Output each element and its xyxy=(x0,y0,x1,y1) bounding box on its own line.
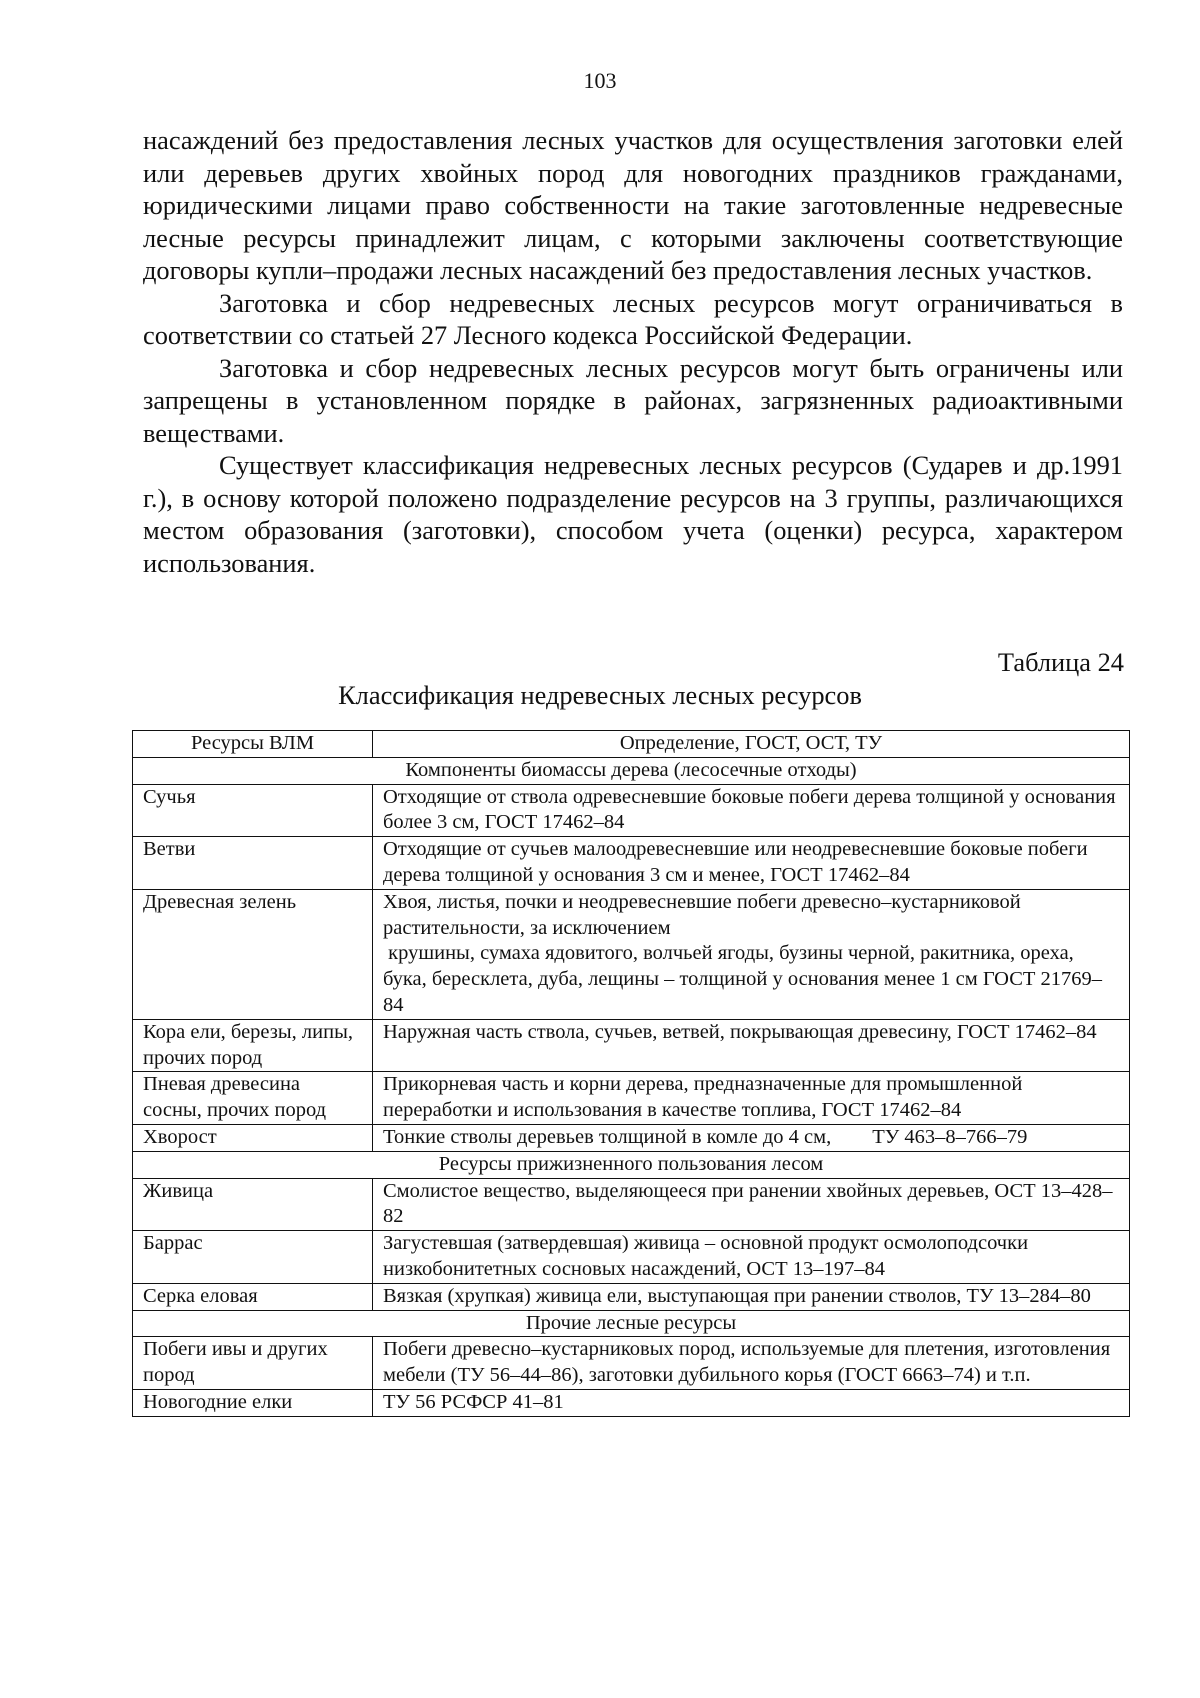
table-row xyxy=(133,1389,1130,1416)
definition-cell: Смолистое вещество, выделяющееся при ранении хвойных деревьев, ОСТ 13–428–82 xyxy=(373,1178,1130,1231)
table-label: Таблица 24 xyxy=(997,647,1124,677)
definition-cell: Вязкая (хрупкая) живица ели, выступающая при ранении стволов, ТУ 13–284–80 xyxy=(373,1283,1130,1310)
paragraph-3: Заготовка и сбор недревесных лесных ресурсов могут быть ограничены или запрещены в установленном порядке в районах, загрязненных радиоактивными веществами. xyxy=(143,352,1123,448)
resource-cell: Серка еловая xyxy=(133,1283,373,1310)
group-title-other: Прочие лесные ресурсы xyxy=(133,1310,1130,1337)
resource-cell: Кора ели, березы, липы, прочих пород xyxy=(133,1019,373,1072)
definition-cell: Тонкие стволы деревьев толщиной в комле до 4 см, ТУ 463–8–766–79 xyxy=(373,1124,1130,1151)
body-text xyxy=(143,124,1123,579)
definition-cell: ТУ 56 РСФСР 41–81 xyxy=(373,1389,1130,1416)
table-row xyxy=(133,1231,1130,1284)
group-title-biomass: Компоненты биомассы дерева (лесосечные отходы) xyxy=(133,757,1130,784)
group-row xyxy=(133,1151,1130,1178)
paragraph-1: насаждений без предоставления лесных участков для осуществления заготовки елей или деревьев других хвойных пород для новогодних праздников гражданами, юридическими лицами право собственности на такие заготовленные недревесные лесные ресурсы принадлежит лицам, с которыми заключены соответствующие договоры купли–продажи лесных насаждений без предоставления лесных участков. xyxy=(143,125,1123,285)
definition-cell: Загустевшая (затвердевшая) живица – основной продукт осмолоподсочки низкобонитетных сосновых насаждений, ОСТ 13–197–84 xyxy=(373,1231,1130,1284)
table-row xyxy=(133,1019,1130,1072)
definition-line-1: Хвоя, листья, почки и неодревесневшие побеги древесно–кустарниковой растительности, за исключением xyxy=(383,890,1021,939)
classification-table xyxy=(132,730,1130,1417)
definition-line-2: крушины, сумаха ядовитого, волчьей ягоды, бузины черной, ракитника, ореха, бука, бересклета, дуба, лещины – толщиной у основания менее 1 см ГОСТ 21769–84 xyxy=(383,942,1103,1016)
table-row xyxy=(133,837,1130,890)
page-number: 103 xyxy=(583,68,617,93)
table-row xyxy=(133,1124,1130,1151)
group-row xyxy=(133,1310,1130,1337)
resource-cell: Ветви xyxy=(133,837,373,890)
resource-cell: Древесная зелень xyxy=(133,889,373,1019)
definition-cell: Наружная часть ствола, сучьев, ветвей, покрывающая древесину, ГОСТ 17462–84 xyxy=(373,1019,1130,1072)
resource-cell: Живица xyxy=(133,1178,373,1231)
table-row xyxy=(133,889,1130,1019)
paragraph-4: Существует классификация недревесных лесных ресурсов (Сударев и др.1991 г.), в основу которой положено подразделение ресурсов на 3 группы, различающихся местом образования (заготовки), способом учета (оценки) ресурса, характером использования. xyxy=(143,450,1123,578)
resource-cell: Новогодние елки xyxy=(133,1389,373,1416)
table-row xyxy=(133,1178,1130,1231)
table-row xyxy=(133,784,1130,837)
group-row xyxy=(133,757,1130,784)
table-row xyxy=(133,1072,1130,1125)
definition-cell: Прикорневая часть и корни дерева, предназначенные для промышленной переработки и использования в качестве топлива, ГОСТ 17462–84 xyxy=(373,1072,1130,1125)
table-row xyxy=(133,1283,1130,1310)
paragraph-2: Заготовка и сбор недревесных лесных ресурсов могут ограничиваться в соответствии со статьей 27 Лесного кодекса Российской Федерации. xyxy=(143,287,1123,350)
definition-cell: Побеги древесно–кустарниковых пород, используемые для плетения, изготовления мебели (ТУ 56–44–86), заготовки дубильного корья (ГОСТ 6663–74) и т.п. xyxy=(373,1337,1130,1390)
definition-cell: Отходящие от сучьев малоодревесневшие или неодревесневшие боковые побеги дерева толщиной у основания 3 см и менее, ГОСТ 17462–84 xyxy=(373,837,1130,890)
resource-cell: Побеги ивы и других пород xyxy=(133,1337,373,1390)
definition-cell xyxy=(373,889,1130,1019)
table-title: Классификация недревесных лесных ресурсов xyxy=(338,680,862,710)
resource-cell: Пневая древесина сосны, прочих пород xyxy=(133,1072,373,1125)
resource-cell: Баррас xyxy=(133,1231,373,1284)
definition-cell: Отходящие от ствола одревесневшие боковые побеги дерева толщиной у основания более 3 см, ГОСТ 17462–84 xyxy=(373,784,1130,837)
table-header-row xyxy=(133,731,1130,758)
resource-cell: Хворост xyxy=(133,1124,373,1151)
table-row xyxy=(133,1337,1130,1390)
resource-cell: Сучья xyxy=(133,784,373,837)
header-definition: Определение, ГОСТ, ОСТ, ТУ xyxy=(373,731,1130,758)
group-title-lifetime-use: Ресурсы прижизненного пользования лесом xyxy=(133,1151,1130,1178)
header-resource: Ресурсы ВЛМ xyxy=(133,731,373,758)
